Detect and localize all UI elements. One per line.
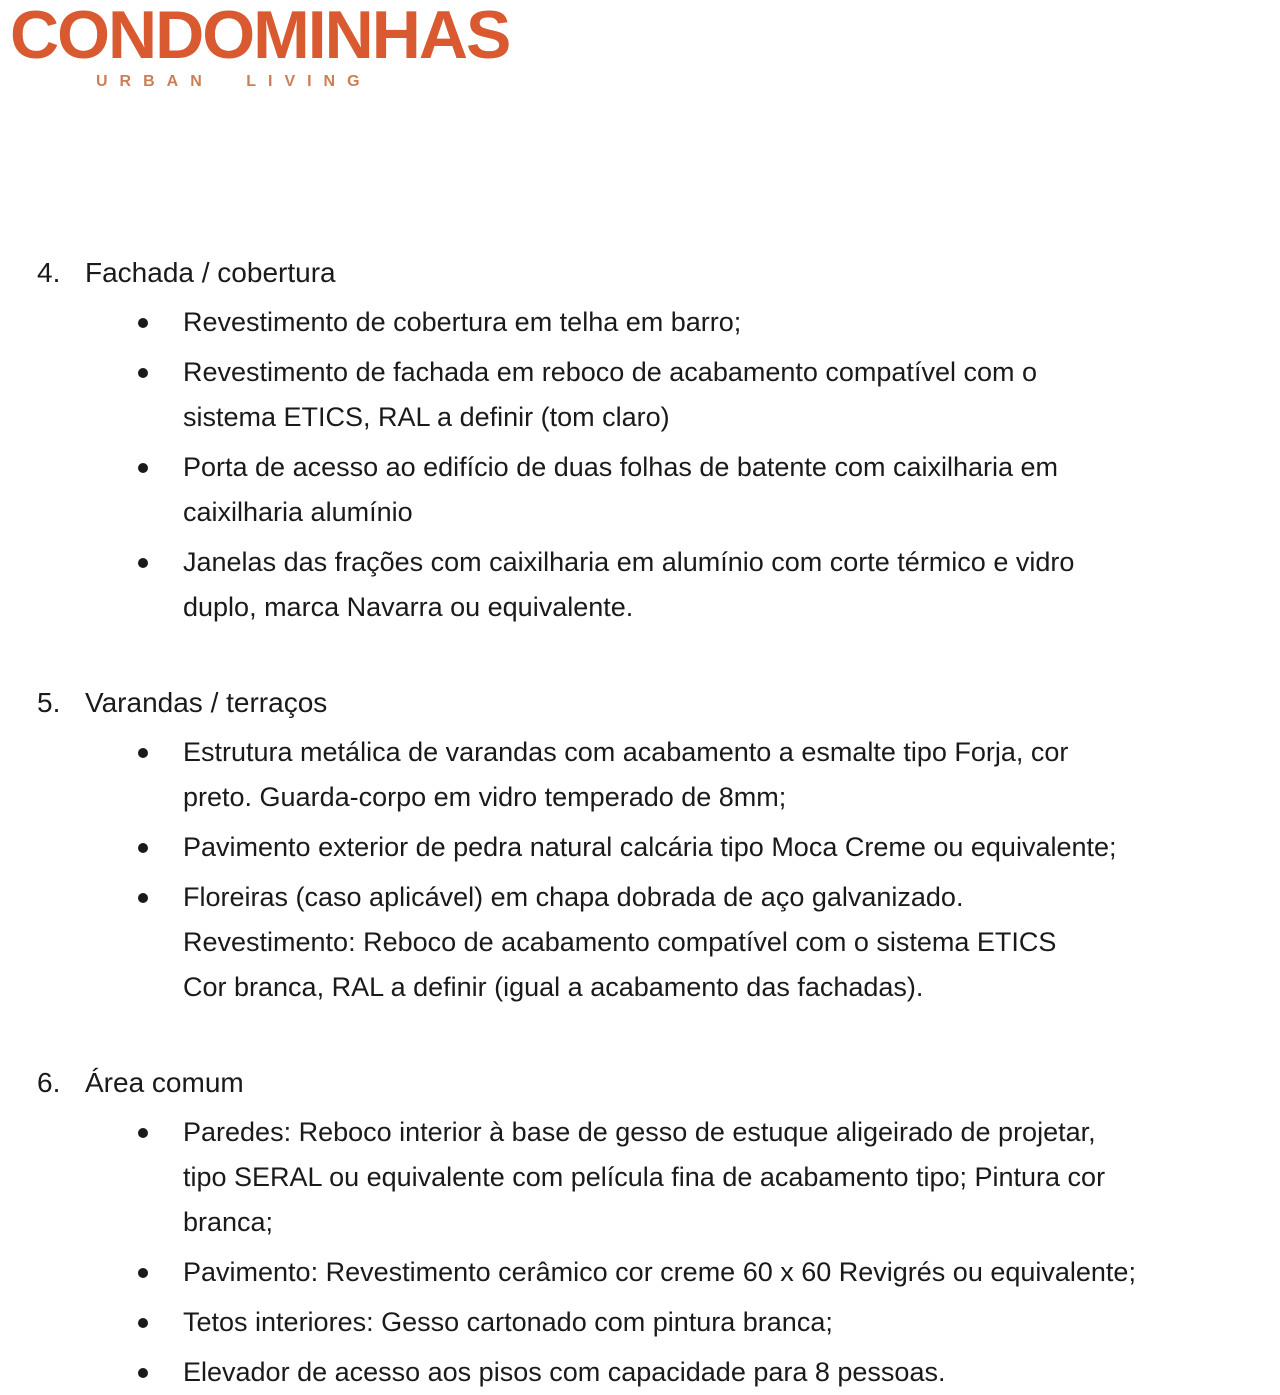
document-body [0,250,1280,1395]
text-line: Revestimento: Reboco de acabamento compatível com o sistema ETICS [183,927,1057,957]
list-item-text [183,1350,1280,1395]
section-title: Área comum [85,1067,244,1098]
list-item [0,1110,1280,1245]
bullet-icon [137,350,183,440]
list-item [0,1300,1280,1345]
bullet-icon [137,445,183,535]
section-number: 6. [37,1067,61,1098]
section-heading [0,680,1280,725]
list-item [0,730,1280,820]
list-item [0,300,1280,345]
list-item [0,875,1280,1010]
brand-wordmark: CONDOMINHAS [10,0,510,73]
bullet-icon [137,540,183,630]
text-line: branca; [183,1207,274,1237]
list-item [0,445,1280,535]
bullet-list [0,730,1280,1010]
bullet-icon [137,730,183,820]
section-number: 5. [37,687,61,718]
bullet-list [0,300,1280,630]
list-item [0,350,1280,440]
list-item-text [183,540,1280,630]
list-item-text [183,1250,1280,1295]
text-line: duplo, marca Navarra ou equivalente. [183,592,634,622]
text-line: Pavimento exterior de pedra natural calcária tipo Moca Creme ou equivalente; [183,832,1117,862]
bullet-list [0,1110,1280,1395]
text-line: Elevador de acesso aos pisos com capacidade para 8 pessoas. [183,1357,946,1387]
list-item-text [183,300,1280,345]
text-line: Paredes: Reboco interior à base de gesso de estuque aligeirado de projetar, [183,1117,1096,1147]
text-line: Porta de acesso ao edifício de duas folhas de batente com caixilharia em [183,452,1059,482]
section-title: Varandas / terraços [85,687,328,718]
list-item [0,540,1280,630]
section-heading [0,1060,1280,1105]
list-item-text [183,1110,1280,1245]
text-line: Floreiras (caso aplicável) em chapa dobrada de aço galvanizado. [183,882,964,912]
section-title: Fachada / cobertura [85,257,336,288]
bullet-icon [137,1110,183,1245]
text-line: tipo SERAL ou equivalente com película fina de acabamento tipo; Pintura cor [183,1162,1106,1192]
section-heading [0,250,1280,295]
list-item-text [183,350,1280,440]
text-line: sistema ETICS, RAL a definir (tom claro) [183,402,670,432]
list-item [0,1250,1280,1295]
list-item-text [183,825,1280,870]
text-line: Janelas das frações com caixilharia em alumínio com corte térmico e vidro [183,547,1075,577]
bullet-icon [137,1350,183,1395]
brand-logo [0,0,1280,91]
section-fachada-cobertura [0,250,1280,630]
bullet-icon [137,300,183,345]
list-item-text [183,1300,1280,1345]
text-line: caixilharia alumínio [183,497,413,527]
list-item-text [183,445,1280,535]
brand-tagline: URBAN LIVING [96,73,372,90]
section-area-comum [0,1060,1280,1395]
list-item [0,825,1280,870]
text-line: Tetos interiores: Gesso cartonado com pintura branca; [183,1307,833,1337]
text-line: Revestimento de fachada em reboco de acabamento compatível com o [183,357,1037,387]
bullet-icon [137,1300,183,1345]
section-varandas-terracos [0,680,1280,1010]
bullet-icon [137,875,183,1010]
bullet-icon [137,825,183,870]
text-line: preto. Guarda-corpo em vidro temperado de 8mm; [183,782,787,812]
text-line: Pavimento: Revestimento cerâmico cor creme 60 x 60 Revigrés ou equivalente; [183,1257,1136,1287]
text-line: Estrutura metálica de varandas com acabamento a esmalte tipo Forja, cor [183,737,1069,767]
section-number: 4. [37,257,61,288]
list-item-text [183,730,1280,820]
text-line: Cor branca, RAL a definir (igual a acabamento das fachadas). [183,972,924,1002]
list-item [0,1350,1280,1395]
text-line: Revestimento de cobertura em telha em barro; [183,307,742,337]
bullet-icon [137,1250,183,1295]
list-item-text [183,875,1280,1010]
